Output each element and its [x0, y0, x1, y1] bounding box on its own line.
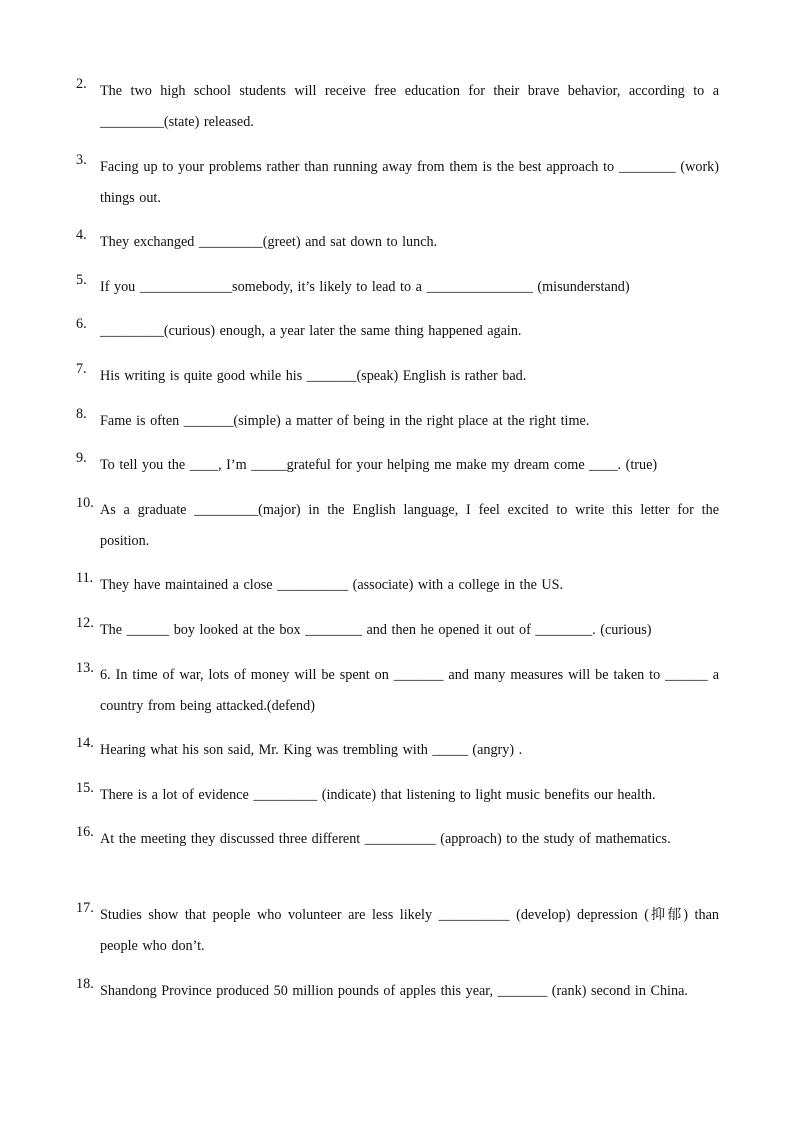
question-text: _________(curious) enough, a year later the same thing happened again.: [100, 323, 522, 339]
question-text: They have maintained a close __________ (associate) with a college in the US.: [100, 577, 564, 593]
question-item: [76, 660, 719, 722]
question-number: 10.: [76, 495, 94, 511]
question-number: 18.: [76, 976, 94, 992]
question-text: The two high school students will receive free education for their brave behavior, according to a _________(state) released.: [100, 83, 719, 130]
question-number: 13.: [76, 660, 94, 676]
question-item: [76, 735, 719, 766]
question-item: [76, 406, 719, 437]
question-text: At the meeting they discussed three different __________ (approach) to the study of mathematics.: [100, 831, 671, 847]
question-text: Studies show that people who volunteer are less likely __________ (develop) depression (抑郁) than people who don’t.: [100, 907, 719, 954]
question-item: [76, 227, 719, 258]
question-number: 16.: [76, 824, 94, 840]
question-number: 9.: [76, 450, 87, 466]
question-text: His writing is quite good while his _______(speak) English is rather bad.: [100, 368, 527, 384]
question-item: [76, 152, 719, 214]
question-item: [76, 316, 719, 347]
question-number: 4.: [76, 227, 87, 243]
question-item: [76, 900, 719, 962]
question-item: [76, 450, 719, 481]
question-text: As a graduate _________(major) in the English language, I feel excited to write this letter for the position.: [100, 502, 719, 549]
question-number: 3.: [76, 152, 87, 168]
question-text: Shandong Province produced 50 million pounds of apples this year, _______ (rank) second in China.: [100, 983, 688, 999]
question-text: Fame is often _______(simple) a matter of being in the right place at the right time.: [100, 413, 590, 429]
question-text: If you _____________somebody, it’s likely to lead to a _______________ (misunderstand): [100, 279, 630, 295]
question-number: 14.: [76, 735, 94, 751]
question-item: [76, 780, 719, 811]
question-number: 5.: [76, 272, 87, 288]
question-item: [76, 495, 719, 557]
question-text: Facing up to your problems rather than running away from them is the best approach to ________ (work) things out.: [100, 159, 719, 206]
question-number: 11.: [76, 570, 94, 586]
question-item: [76, 570, 719, 601]
question-item: [76, 976, 719, 1007]
question-number: 8.: [76, 406, 87, 422]
question-text: Hearing what his son said, Mr. King was trembling with _____ (angry) .: [100, 742, 523, 758]
question-number: 7.: [76, 361, 87, 377]
question-item: [76, 361, 719, 392]
question-number: 15.: [76, 780, 94, 796]
question-item: [76, 824, 719, 855]
question-text: To tell you the ____, I’m _____grateful for your helping me make my dream come ____. (true): [100, 457, 658, 473]
question-item: [76, 272, 719, 303]
question-item: [76, 76, 719, 138]
question-text: There is a lot of evidence _________ (indicate) that listening to light music benefits our health.: [100, 787, 656, 803]
question-number: 17.: [76, 900, 94, 916]
question-text: 6. In time of war, lots of money will be spent on _______ and many measures will be taken to ______ a country from being attacked.(defend): [100, 667, 719, 714]
question-text: They exchanged _________(greet) and sat down to lunch.: [100, 234, 438, 250]
question-number: 2.: [76, 76, 87, 92]
question-item: [76, 615, 719, 646]
question-number: 12.: [76, 615, 94, 631]
question-number: 6.: [76, 316, 87, 332]
question-text: The ______ boy looked at the box ________ and then he opened it out of ________. (curious): [100, 622, 652, 638]
